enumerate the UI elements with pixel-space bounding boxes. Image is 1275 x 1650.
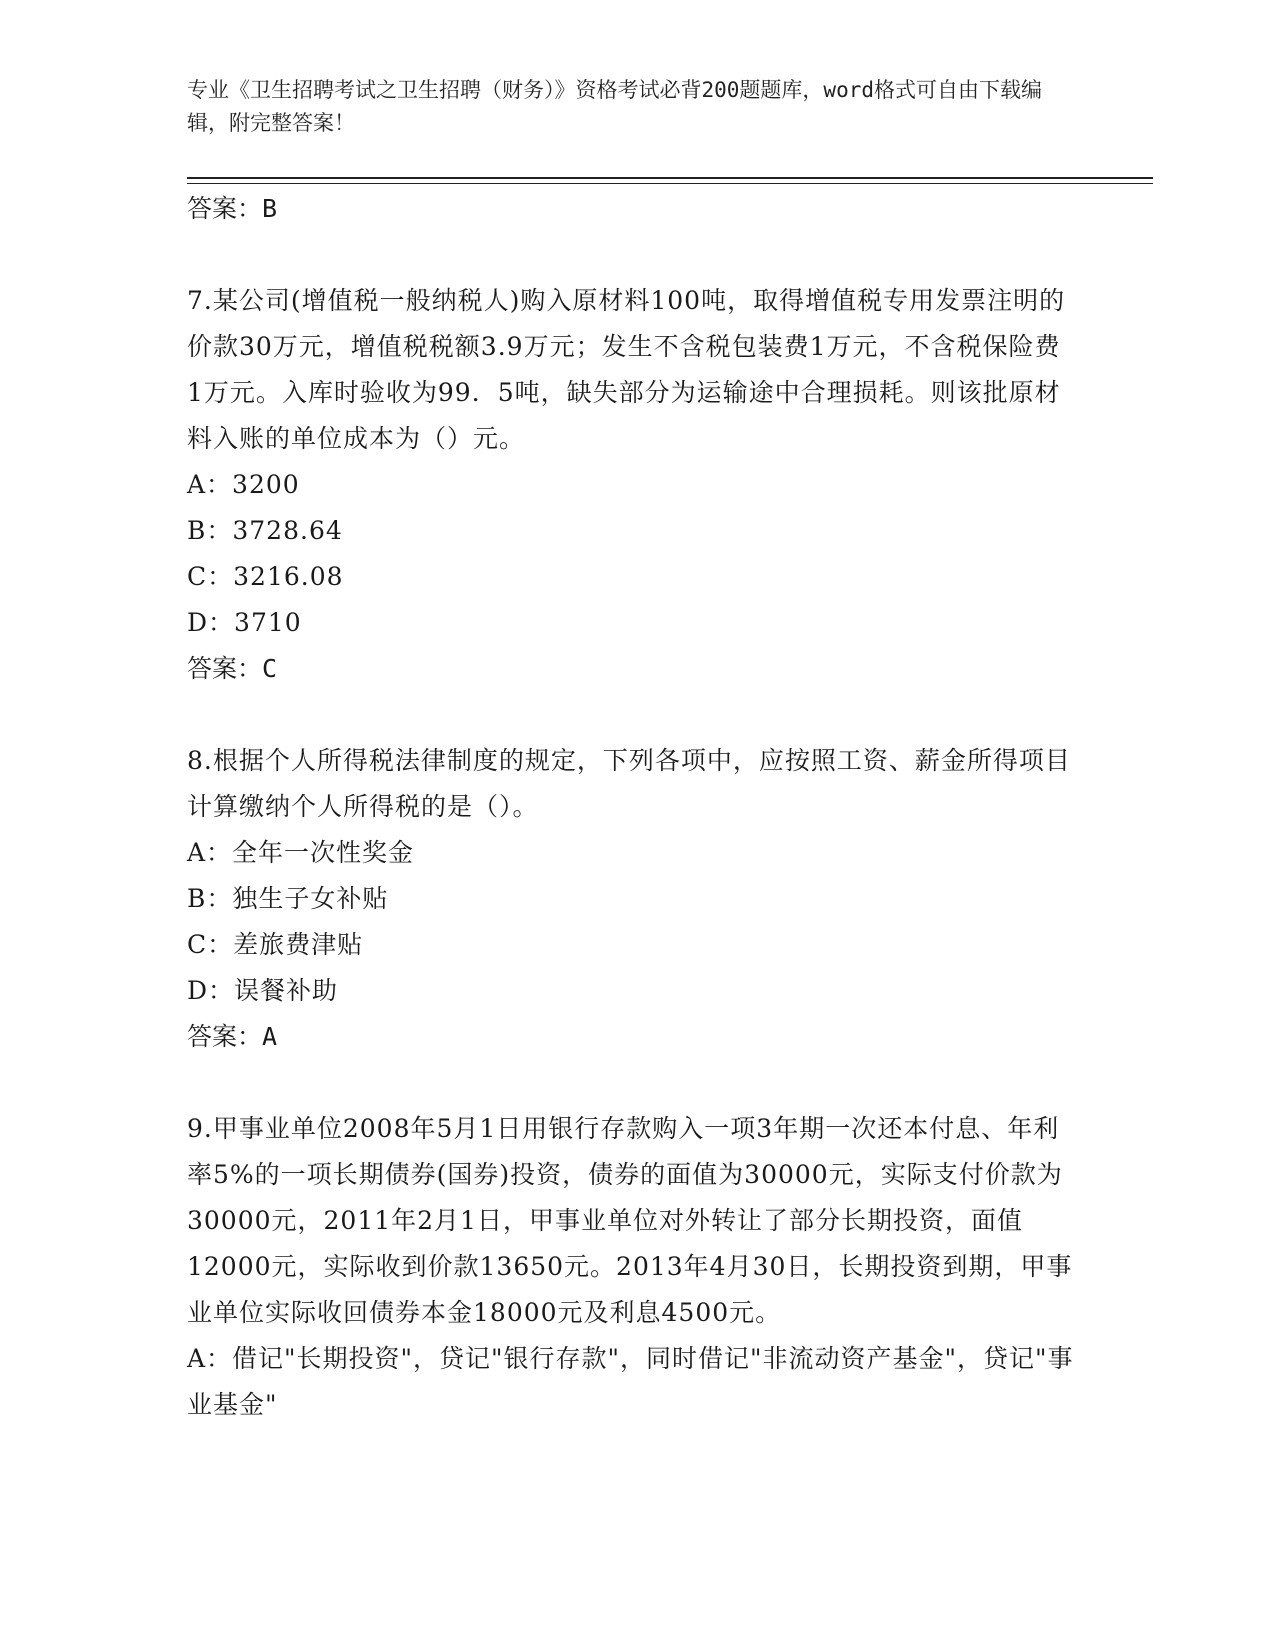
answer-line: 答案：A <box>187 1022 278 1051</box>
question-9 <box>187 1106 1077 1428</box>
option-b: B：独生子女补贴 <box>187 884 389 913</box>
option-c: C：差旅费津贴 <box>187 930 364 959</box>
question-text: 9.甲事业单位2008年5月1日用银行存款购入一项3年期一次还本付息、年利率5%的一项长期债券(国券)投资，债券的面值为30000元，实际支付价款为30000元，2011年2月1日，甲事业单位对外转让了部分长期投资，面值12000元，实际收到价款13650元。2013年4月30日，长期投资到期，甲事业单位实际收回债券本金18000元及利息4500元。 <box>187 1114 1073 1327</box>
option-d: D：误餐补助 <box>187 976 339 1005</box>
option-a: A：借记"长期投资"，贷记"银行存款"，同时借记"非流动资产基金"，贷记"事业基金" <box>187 1344 1074 1419</box>
question-content <box>187 186 1077 1428</box>
option-a: A：全年一次性奖金 <box>187 838 415 867</box>
question-7 <box>187 278 1077 692</box>
option-b: B：3728.64 <box>187 516 343 545</box>
option-a: A：3200 <box>187 470 300 499</box>
question-text: 7.某公司(增值税一般纳税人)购入原材料100吨，取得增值税专用发票注明的价款30万元，增值税税额3.9万元；发生不含税包装费1万元，不含税保险费1万元。入库时验收为99．5吨，缺失部分为运输途中合理损耗。则该批原材料入账的单位成本为（）元。 <box>187 286 1066 453</box>
header-rule-thin <box>187 183 1153 184</box>
question-text: 8.根据个人所得税法律制度的规定，下列各项中，应按照工资、薪金所得项目计算缴纳个人所得税的是（）。 <box>187 746 1071 821</box>
answer-line: 答案：B <box>187 194 278 223</box>
option-d: D：3710 <box>187 608 302 637</box>
question-8 <box>187 738 1077 1060</box>
option-c: C：3216.08 <box>187 562 344 591</box>
spacer <box>187 692 1077 738</box>
answer-line: 答案：C <box>187 654 278 683</box>
spacer <box>187 232 1077 278</box>
spacer <box>187 1060 1077 1106</box>
header-rule-thick <box>187 177 1153 179</box>
page-header: 专业《卫生招聘考试之卫生招聘（财务）》资格考试必背200题题库，word格式可自由下载编辑，附完整答案！ <box>187 78 1042 135</box>
